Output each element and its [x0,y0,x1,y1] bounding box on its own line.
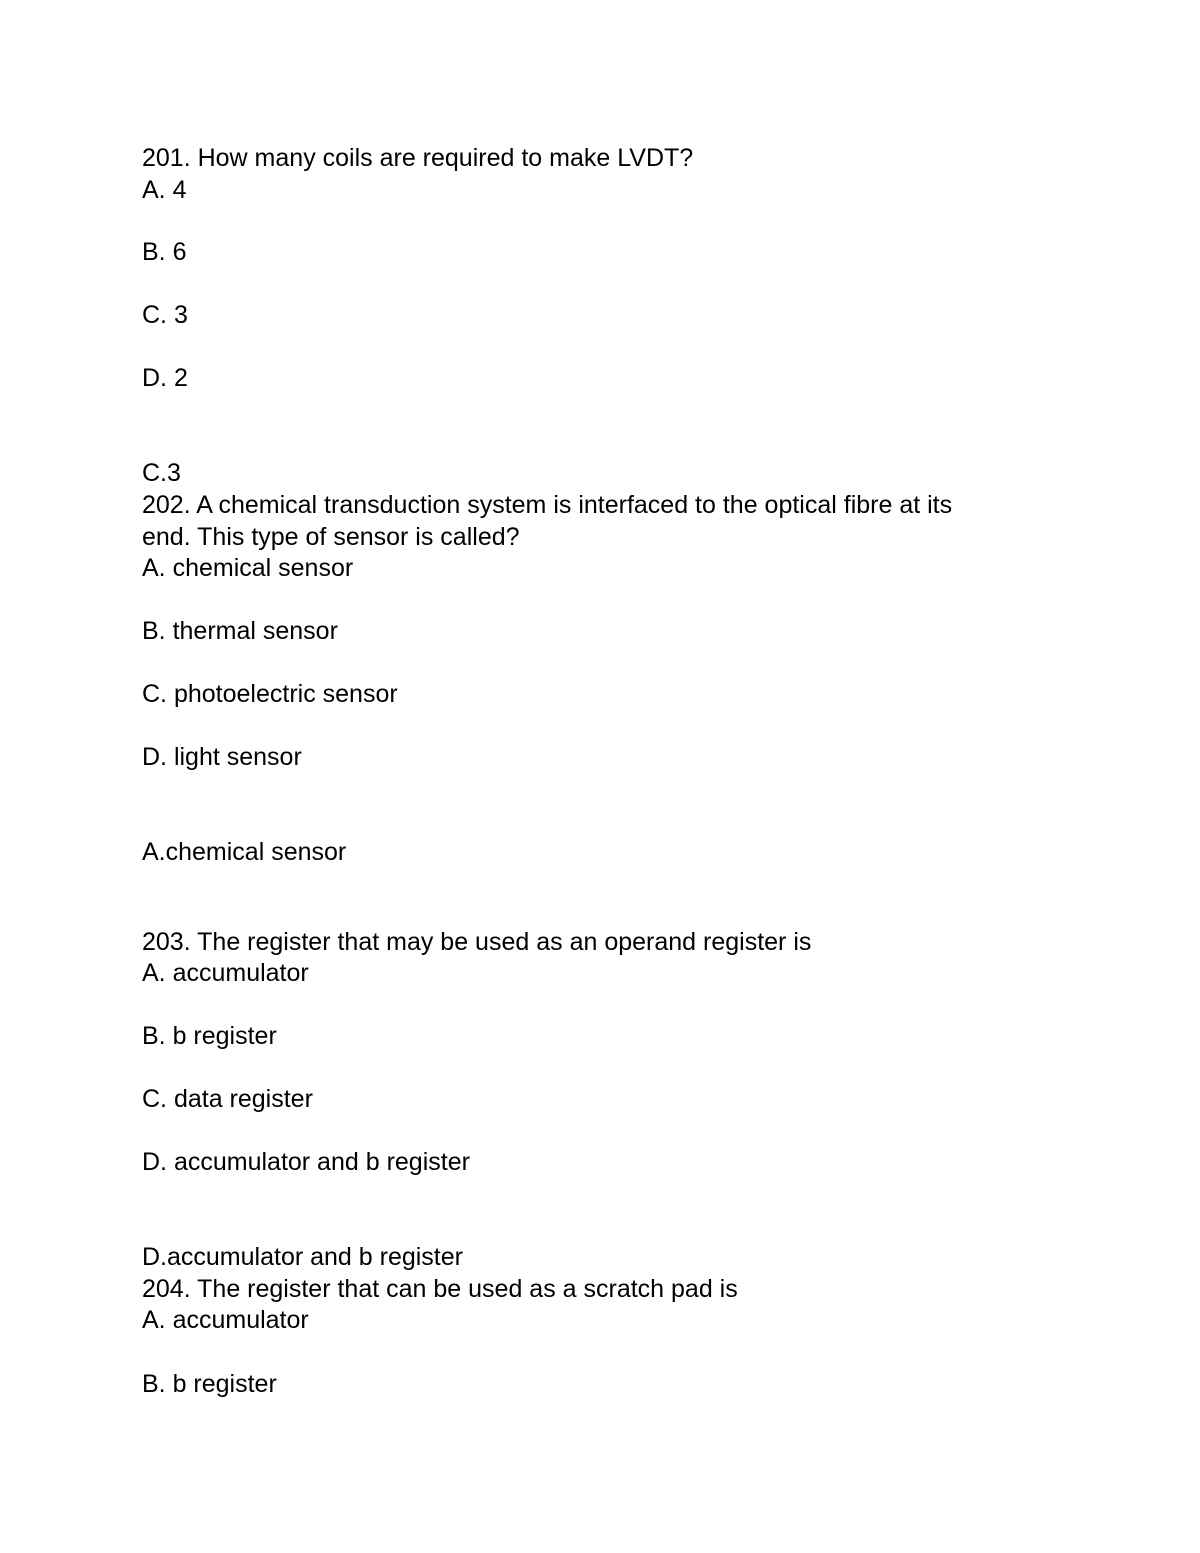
question-202-answer: A.chemical sensor [142,838,347,866]
question-203-option-b: B. b register [142,1022,277,1050]
question-203-answer: D.accumulator and b register [142,1243,463,1271]
question-201-option-d: D. 2 [142,364,188,392]
question-202-option-b: B. thermal sensor [142,617,338,645]
question-202-option-d: D. light sensor [142,743,302,771]
question-203-text: 203. The register that may be used as an operand register is [142,928,812,956]
question-203-option-d: D. accumulator and b register [142,1148,470,1176]
question-202-text-line2: end. This type of sensor is called? [142,523,520,551]
question-201-answer: C.3 [142,459,181,487]
question-201-text: 201. How many coils are required to make LVDT? [142,144,694,172]
question-201-option-b: B. 6 [142,238,187,266]
question-201-option-a: A. 4 [142,176,187,204]
question-202-option-a: A. chemical sensor [142,554,354,582]
question-203-option-c: C. data register [142,1085,313,1113]
question-204-text: 204. The register that can be used as a scratch pad is [142,1275,738,1303]
question-202-text-line1: 202. A chemical transduction system is interfaced to the optical fibre at its [142,491,953,519]
question-204-option-a: A. accumulator [142,1306,309,1334]
question-202-option-c: C. photoelectric sensor [142,680,398,708]
question-204-option-b: B. b register [142,1370,277,1398]
question-203-option-a: A. accumulator [142,959,309,987]
question-201-option-c: C. 3 [142,301,188,329]
